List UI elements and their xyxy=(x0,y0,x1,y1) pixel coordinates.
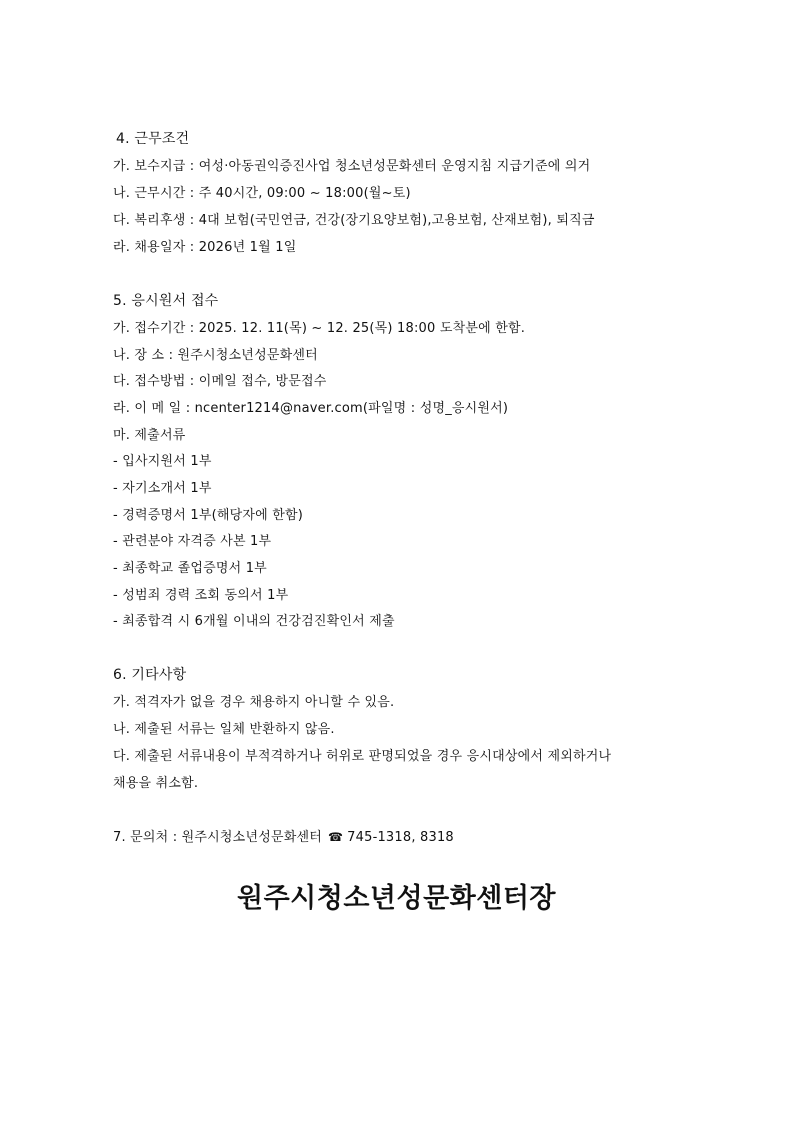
section-4-item-4: 라. 채용일자 : 2026년 1월 1일 xyxy=(113,240,297,255)
document-list-item: - 최종학교 졸업증명서 1부 xyxy=(113,561,267,576)
section-6-item-3-continued: 채용을 취소함. xyxy=(113,776,199,791)
document-list-item: - 입사지원서 1부 xyxy=(113,454,212,469)
section-5-item-4: 라. 이 메 일 : ncenter1214@naver.com(파일명 : 성명_응시원서) xyxy=(113,401,509,416)
contact-label: 7. 문의처 : 원주시청소년성문화센터 xyxy=(113,830,322,845)
section-4-title: 4. 근무조건 xyxy=(116,131,190,147)
document-list-item: - 성범죄 경력 조회 동의서 1부 xyxy=(113,588,289,603)
issuer-title: 원주시청소년성문화센터장 xyxy=(237,883,556,914)
section-6-item-1: 가. 적격자가 없을 경우 채용하지 아니할 수 있음. xyxy=(113,695,395,710)
section-6-title: 6. 기타사항 xyxy=(113,667,187,683)
section-4-item-1: 가. 보수지급 : 여성·아동권익증진사업 청소년성문화센터 운영지침 지급기준에 의거 xyxy=(113,159,591,174)
section-4-item-2: 나. 근무시간 : 주 40시간, 09:00 ~ 18:00(월~토) xyxy=(113,186,411,201)
section-6-item-2: 나. 제출된 서류는 일체 반환하지 않음. xyxy=(113,722,335,737)
contact-line xyxy=(113,828,454,847)
section-6-item-3: 다. 제출된 서류내용이 부적격하거나 허위로 판명되었을 경우 응시대상에서 제외하거나 xyxy=(113,749,612,764)
section-4-item-3: 다. 복리후생 : 4대 보험(국민연금, 건강(장기요양보험),고용보험, 산재보험), 퇴직금 xyxy=(113,213,595,228)
section-5-item-1: 가. 접수기간 : 2025. 12. 11(목) ~ 12. 25(목) 18:00 도착분에 한함. xyxy=(113,321,526,336)
section-5-title: 5. 응시원서 접수 xyxy=(113,293,219,309)
section-5-item-5: 마. 제출서류 xyxy=(113,428,186,443)
section-5-item-3: 다. 접수방법 : 이메일 접수, 방문접수 xyxy=(113,374,327,389)
document-list-item: - 자기소개서 1부 xyxy=(113,481,212,496)
document-list-item: - 관련분야 자격증 사본 1부 xyxy=(113,534,272,549)
document-list-item: - 최종합격 시 6개월 이내의 건강검진확인서 제출 xyxy=(113,614,395,629)
document-list-item: - 경력증명서 1부(해당자에 한함) xyxy=(113,508,303,523)
contact-phone: 745-1318, 8318 xyxy=(347,830,454,845)
section-5-item-2: 나. 장 소 : 원주시청소년성문화센터 xyxy=(113,348,318,363)
phone-icon: ☎ xyxy=(328,830,344,844)
